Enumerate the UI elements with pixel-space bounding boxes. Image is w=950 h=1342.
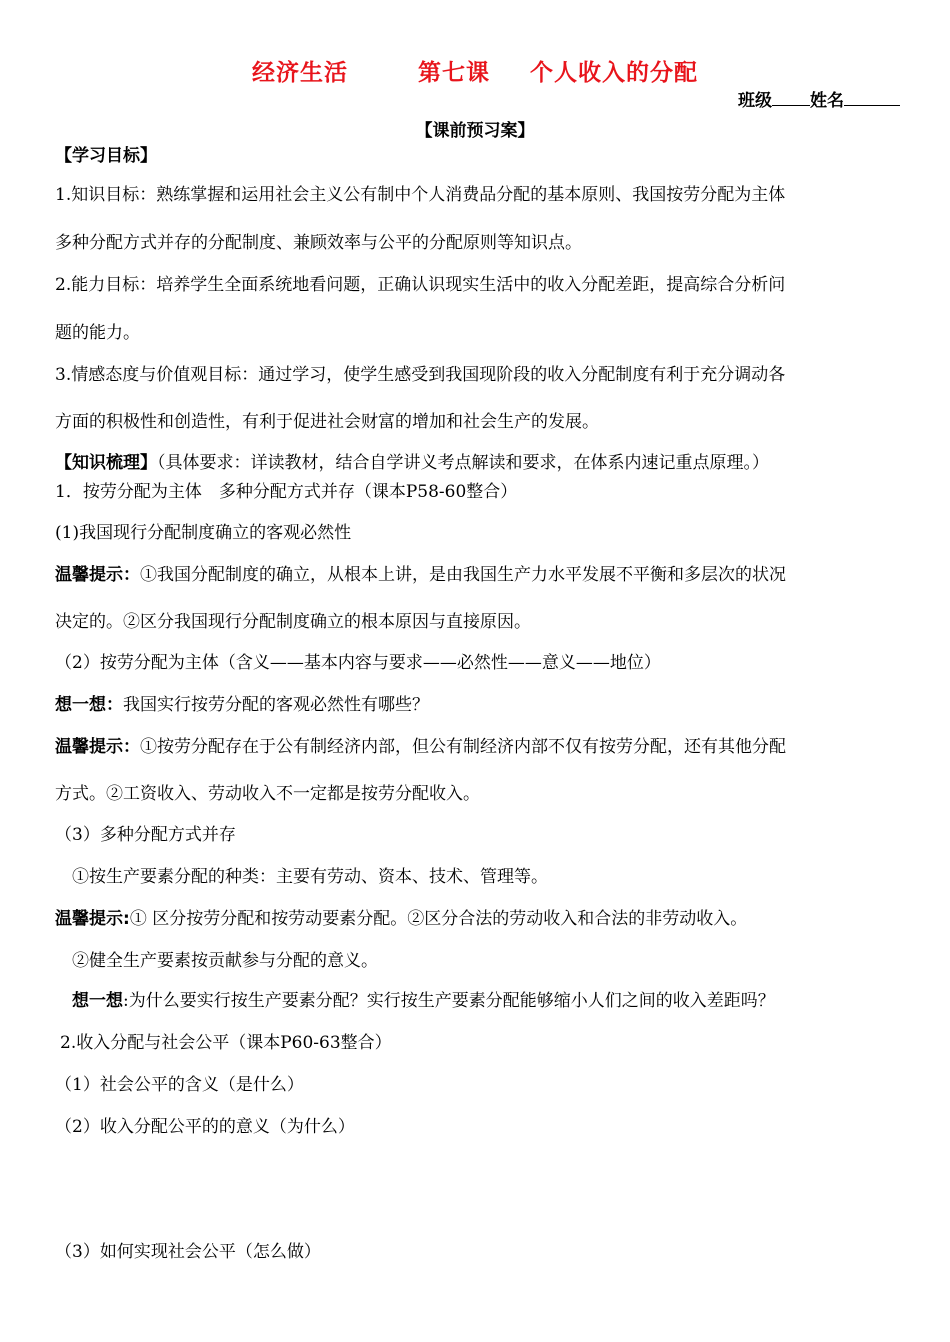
- point-1-2: （2）按劳分配为主体（含义——基本内容与要求——必然性——意义——地位）: [55, 653, 661, 673]
- class-blank[interactable]: [772, 89, 810, 106]
- class-label: 班级: [738, 91, 772, 111]
- knowledge-heading-line: [55, 452, 769, 474]
- goal-line-6: 方面的积极性和创造性，有利于促进社会财富的增加和社会生产的发展。: [55, 412, 599, 432]
- goal-line-3: 2.能力目标：培养学生全面系统地看问题，正确认识现实生活中的收入分配差距，提高综合分析问: [55, 275, 786, 295]
- point-1: 1．按劳分配为主体 多种分配方式并存（课本P58-60整合）: [55, 482, 518, 502]
- point-2-3: （3）如何实现社会公平（怎么做）: [55, 1242, 321, 1262]
- tip-2-line-b: 方式。②工资收入、劳动收入不一定都是按劳分配收入。: [55, 784, 480, 804]
- title-subject: 经济生活: [251, 60, 348, 86]
- knowledge-heading: 【知识梳理】: [55, 453, 157, 473]
- point-2-1: （1）社会公平的含义（是什么）: [55, 1075, 304, 1095]
- title-lesson: 第七课: [418, 60, 490, 86]
- think-2-text: :为什么要实行按生产要素分配？实行按生产要素分配能够缩小人们之间的收入差距吗？: [123, 991, 775, 1011]
- page-title: [0, 54, 950, 87]
- class-name-field: [738, 86, 900, 111]
- goal-line-4: 题的能力。: [55, 323, 140, 343]
- point-1-3: （3）多种分配方式并存: [55, 825, 236, 845]
- think-label: 想一想：: [55, 695, 123, 715]
- think-2-line: [72, 990, 775, 1012]
- name-label: 姓名: [810, 91, 844, 111]
- tip-1-text-a: ①我国分配制度的确立，从根本上讲，是由我国生产力水平发展不平衡和多层次的状况: [140, 565, 786, 585]
- tip-3-text-a: ① 区分按劳分配和按劳动要素分配。②区分合法的劳动收入和合法的非劳动收入。: [129, 909, 748, 929]
- goal-line-2: 多种分配方式并存的分配制度、兼顾效率与公平的分配原则等知识点。: [55, 233, 582, 253]
- tip-3-line-b: ②健全生产要素按贡献参与分配的意义。: [72, 951, 378, 971]
- knowledge-requirement: （具体要求：详读教材，结合自学讲义考点解读和要求，在体系内速记重点原理。）: [157, 453, 769, 473]
- tip-3-line-a: [55, 908, 747, 930]
- tip-3-label: 温馨提示:: [55, 909, 130, 929]
- tip-1-line-a: [55, 564, 786, 586]
- tip-2-text-a: ①按劳分配存在于公有制经济内部，但公有制经济内部不仅有按劳分配，还有其他分配: [140, 737, 786, 757]
- think-2-label: 想一想: [72, 991, 123, 1011]
- title-topic: 个人收入的分配: [530, 60, 699, 86]
- goal-line-5: 3.情感态度与价值观目标：通过学习，使学生感受到我国现阶段的收入分配制度有利于充分调动各: [55, 365, 786, 385]
- goals-heading: 【学习目标】: [55, 146, 157, 166]
- point-2: 2.收入分配与社会公平（课本P60-63整合）: [60, 1033, 392, 1053]
- point-1-1: (1)我国现行分配制度确立的客观必然性: [55, 523, 352, 543]
- tip-label: 温馨提示：: [55, 565, 140, 585]
- tip-2-label: 温馨提示：: [55, 737, 140, 757]
- name-blank[interactable]: [844, 89, 900, 106]
- tip-2-line-a: [55, 736, 786, 758]
- think-1-line: [55, 694, 429, 716]
- think-1-text: 我国实行按劳分配的客观必然性有哪些？: [123, 695, 429, 715]
- goal-line-1: 1.知识目标：熟练掌握和运用社会主义公有制中个人消费品分配的基本原则、我国按劳分配为主体: [55, 185, 786, 205]
- point-1-3-a: ①按生产要素分配的种类：主要有劳动、资本、技术、管理等。: [72, 867, 548, 887]
- section-heading: 【课前预习案】: [415, 121, 535, 141]
- point-2-2: （2）收入分配公平的的意义（为什么）: [55, 1117, 355, 1137]
- tip-1-line-b: 决定的。②区分我国现行分配制度确立的根本原因与直接原因。: [55, 612, 531, 632]
